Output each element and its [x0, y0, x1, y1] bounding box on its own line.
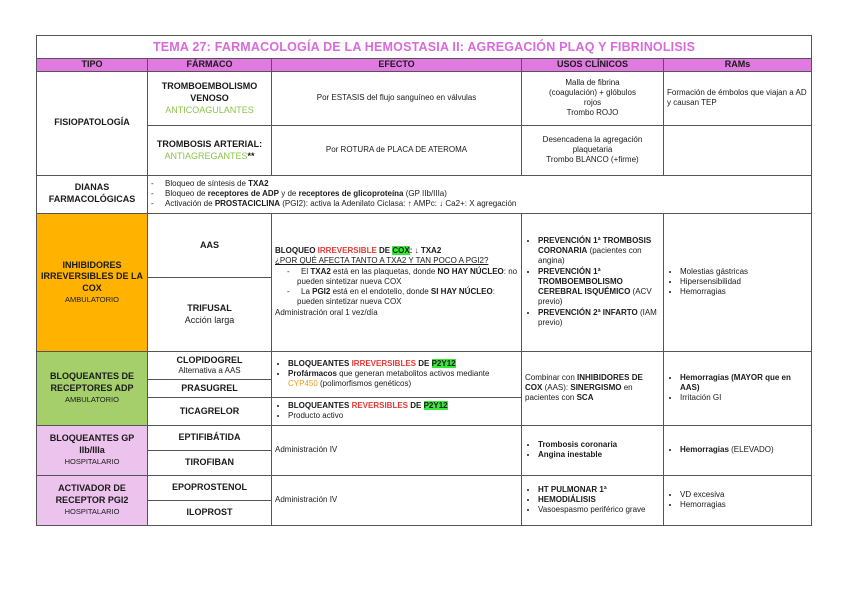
drug-trifusal — [148, 277, 272, 351]
efecto-pgi2: Administración IV — [272, 475, 522, 525]
rams-list — [667, 445, 808, 455]
dianas-list — [151, 179, 808, 210]
usos-cell — [522, 125, 664, 175]
farmaco-trombosis-arterial — [148, 125, 272, 175]
drug-name: TRIFUSAL — [187, 302, 232, 313]
list-item: • Profármacos que generan metabolitos activos mediante CYP450 (polimorfismos genéticos) — [288, 369, 518, 389]
list-item: • HT PULMONAR 1ª — [538, 485, 660, 495]
list-item: • Producto activo — [288, 411, 518, 421]
table-row — [37, 175, 812, 213]
efecto-line: Administración oral 1 vez/día — [275, 307, 378, 317]
header-tipo: TIPO — [37, 59, 148, 72]
tipo-label: ACTIVADOR DE RECEPTOR PGI2 — [55, 483, 129, 506]
tipo-sub: AMBULATORIO — [65, 294, 119, 304]
list-item: • Hemorragias — [680, 500, 808, 510]
usos-gp — [522, 425, 664, 475]
rams-pgi2 — [664, 475, 812, 525]
usos-list — [525, 440, 660, 460]
drug-sub: Acción larga — [184, 315, 235, 326]
tipo-cox — [37, 213, 148, 351]
farmaco-name: TROMBOSIS ARTERIAL: — [156, 138, 263, 149]
tipo-gp — [37, 425, 148, 475]
efecto-list — [275, 267, 518, 308]
usos-pgi2 — [522, 475, 664, 525]
list-item: - Bloqueo de síntesis de TXA2 — [161, 179, 808, 189]
tipo-sub: AMBULATORIO — [65, 394, 119, 404]
efecto-gp: Administración IV — [272, 425, 522, 475]
list-item: • Irritación GI — [680, 393, 808, 403]
usos-line: Trombo ROJO — [566, 108, 619, 118]
drug-iloprost: ILOPROST — [148, 500, 272, 525]
farmaco-name: TROMBOEMBOLISMO VENOSO — [161, 80, 258, 103]
list-item: • HEMODIÁLISIS — [538, 495, 660, 505]
list-item: • Hemorragias (ELEVADO) — [680, 445, 808, 455]
rams-list — [667, 267, 808, 298]
efecto-cox — [272, 213, 522, 351]
list-item: - Bloqueo de receptores de ADP y de receptores de glicoproteína (GP IIb/IIIa) — [161, 189, 808, 199]
efecto-adp-irrev — [272, 351, 522, 397]
efecto-list — [275, 359, 518, 390]
efecto-cell: Por ROTURA de PLACA DE ATEROMA — [272, 125, 522, 175]
list-item: • Trombosis coronaria — [538, 440, 660, 450]
efecto-line: BLOQUEO IRREVERSIBLE DE COX: ↓ TXA2 — [275, 246, 442, 256]
drug-ticagrelor: TICAGRELOR — [148, 397, 272, 425]
usos-line: plaquetaria — [572, 144, 613, 154]
list-item: • VD excesiva — [680, 490, 808, 500]
usos-line: Desencadena la agregación — [542, 134, 643, 144]
rams-adp — [664, 351, 812, 425]
efecto-adp-rev — [272, 397, 522, 425]
list-item: • PREVENCIÓN 2ª INFARTO (IAM previo) — [538, 308, 660, 328]
header-usos: USOS CLÍNICOS — [522, 59, 664, 72]
table-row — [37, 475, 812, 500]
list-item: • Molestias gástricas — [680, 267, 808, 277]
usos-list — [525, 485, 660, 516]
header-farmaco: FÁRMACO — [148, 59, 272, 72]
header-efecto: EFECTO — [272, 59, 522, 72]
drug-epoprostenol: EPOPROSTENOL — [148, 475, 272, 500]
tipo-label: BLOQUEANTES GP IIb/IIIa — [49, 433, 135, 456]
rams-list — [667, 373, 808, 404]
tipo-adp — [37, 351, 148, 425]
tipo-fisiopatologia: FISIOPATOLOGÍA — [37, 71, 148, 175]
drug-prasugrel: PRASUGREL — [148, 379, 272, 397]
tipo-label: BLOQUEANTES DE RECEPTORES ADP — [49, 371, 134, 394]
drug-clopidogrel — [148, 351, 272, 379]
usos-line: Trombo BLANCO (+firme) — [546, 155, 639, 165]
farmaco-class-line — [151, 150, 268, 162]
table-row — [37, 351, 812, 379]
list-item: • BLOQUEANTES IRREVERSIBLES DE P2Y12 — [288, 359, 518, 369]
rams-cell: Formación de émbolos que viajan a AD y causan TEP — [664, 71, 812, 125]
list-item: - Activación de PROSTACICLINA (PGI2): activa la Adenilato Ciclasa: ↑ AMPc: ↓ Ca2+: X agregación — [161, 199, 808, 209]
efecto-question: ¿POR QUÉ AFECTA TANTO A TXA2 Y TAN POCO A PGI2? — [275, 256, 489, 266]
page-title: TEMA 27: FARMACOLOGÍA DE LA HEMOSTASIA II: AGREGACIÓN PLAQ Y FIBRINOLISIS — [37, 36, 812, 59]
list-item: • Hipersensibilidad — [680, 277, 808, 287]
rams-cell — [664, 125, 812, 175]
list-item: • PREVENCIÓN 1ª TROMBOEMBOLISMO CEREBRAL ISQUÉMICO (ACV previo) — [538, 267, 660, 308]
list-item: • Angina inestable — [538, 450, 660, 460]
usos-list — [525, 236, 660, 328]
farmaco-class: ANTICOAGULANTES — [165, 105, 254, 116]
list-item: - La PGI2 está en el endotelio, donde SI HAY NÚCLEO: pueden sintetizar nueva COX — [297, 287, 518, 307]
list-item: • BLOQUEANTES REVERSIBLES DE P2Y12 — [288, 401, 518, 411]
farmaco-tromboembolismo — [148, 71, 272, 125]
list-item: • Hemorragias — [680, 287, 808, 297]
usos-cox — [522, 213, 664, 351]
drug-tirofiban: TIROFIBAN — [148, 450, 272, 475]
usos-cell — [522, 71, 664, 125]
table-row — [37, 125, 812, 175]
drug-sub: Alternativa a AAS — [178, 365, 241, 375]
farmaco-mark: ** — [247, 151, 255, 162]
list-item: • PREVENCIÓN 1ª TROMBOSIS CORONARIA (pacientes con angina) — [538, 236, 660, 267]
pharmacology-table — [36, 35, 812, 526]
list-item: - El TXA2 está en las plaquetas, donde NO HAY NÚCLEO: no pueden sintetizar nueva COX — [297, 267, 518, 287]
list-item: • Vasoespasmo periférico grave — [538, 505, 660, 515]
tipo-dianas: DIANAS FARMACOLÓGICAS — [37, 175, 148, 213]
farmaco-class: ANTIAGREGANTES — [164, 151, 248, 162]
table-row — [37, 425, 812, 450]
usos-line: Malla de fibrina — [565, 77, 620, 87]
dianas-cell — [148, 175, 812, 213]
efecto-cell: Por ESTASIS del flujo sanguíneo en válvulas — [272, 71, 522, 125]
drug-eptifibatida: EPTIFIBÁTIDA — [148, 425, 272, 450]
tipo-label: INHIBIDORES IRREVERSIBLES DE LA COX — [40, 259, 143, 293]
usos-adp: Combinar con INHIBIDORES DE COX (AAS): SINERGISMO en pacientes con SCA — [522, 351, 664, 425]
list-item: • Hemorragias (MAYOR que en AAS) — [680, 373, 808, 393]
drug-name: CLOPIDOGREL — [176, 354, 243, 365]
rams-gp — [664, 425, 812, 475]
tipo-pgi2 — [37, 475, 148, 525]
usos-line: rojos — [583, 98, 602, 108]
header-row — [37, 59, 812, 72]
tipo-sub: HOSPITALARIO — [64, 456, 120, 466]
efecto-list — [275, 401, 518, 421]
table-row — [37, 71, 812, 125]
table-row — [37, 213, 812, 277]
header-rams: RAMs — [664, 59, 812, 72]
rams-cox — [664, 213, 812, 351]
tipo-sub: HOSPITALARIO — [64, 506, 120, 516]
rams-list — [667, 490, 808, 510]
usos-line: (coagulación) + glóbulos — [549, 87, 636, 97]
drug-aas: AAS — [148, 213, 272, 277]
